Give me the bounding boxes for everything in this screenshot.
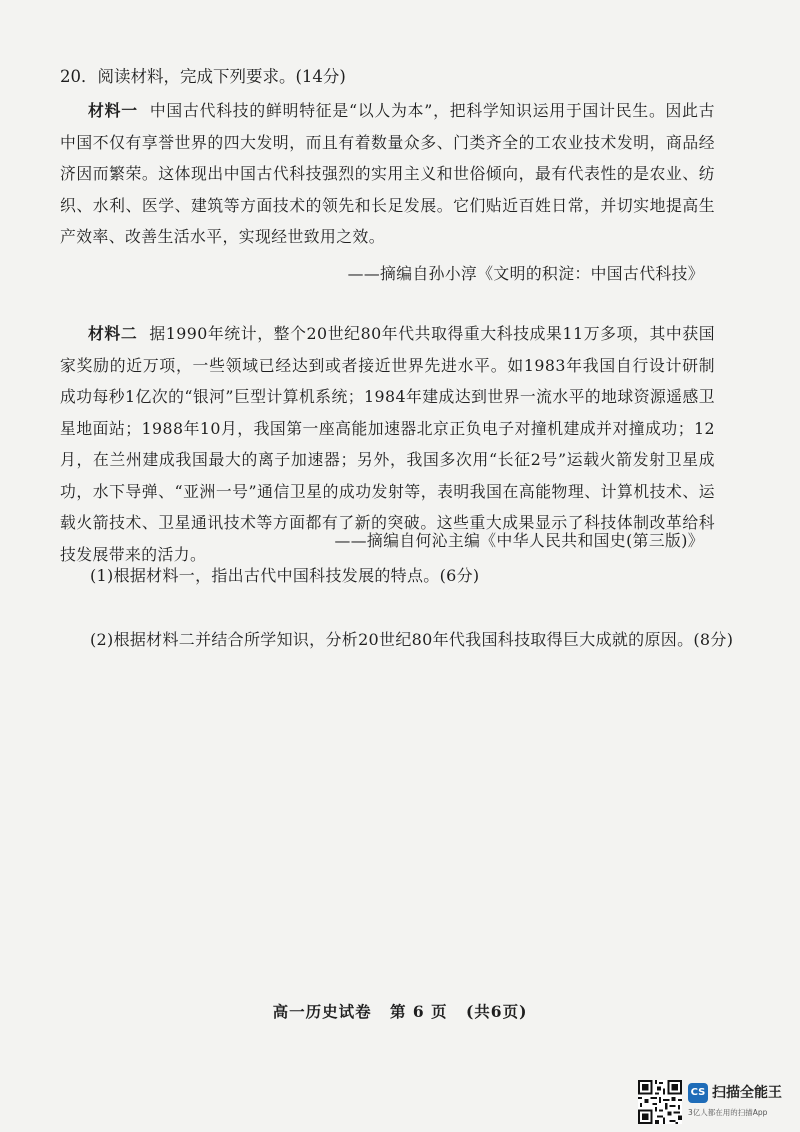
watermark-title: 扫描全能王 xyxy=(712,1085,782,1101)
material-two-text: 据1990年统计，整个20世纪80年代共取得重大科技成果11万多项，其中获国家奖励的近万项，一些领域已经达到或者接近世界先进水平。如1983年我国自行设计研制成功每秒1亿次的“银河”巨型计算机系统；1984年建成达到世界一流水平的地球资源遥感卫星地面站；1988年10月，我国第一座高能加速器北京正负电子对撞机建成并对撞成功；12月，在兰州建成我国最大的离子加速器；另外，我国多次用“长征2号”运载火箭发射卫星成功，水下导弹、“亚洲一号”通信卫星的成功发射等，表明我国在高能物理、计算机技术、运载火箭技术、卫星通讯技术等方面都有了新的突破。这些重大成果显示了科技体制改革给科技发展带来的活力。 xyxy=(60,324,716,564)
material-one-paragraph xyxy=(60,95,715,253)
material-one-text: 中国古代科技的鲜明特征是“以人为本”，把科学知识运用于国计民生。因此古中国不仅有享誉世界的四大发明，而且有着数量众多、门类齐全的工农业技术发明，商品经济因而繁荣。这体现出中国古代科技强烈的实用主义和世俗倾向，最有代表性的是农业、纺织、水利、医学、建筑等方面技术的领先和长足发展。它们贴近百姓日常，并切实地提高生产效率、改善生活水平，实现经世致用之效。 xyxy=(60,101,716,246)
qr-code-icon xyxy=(638,1080,682,1124)
subquestion-one: (1)根据材料一，指出古代中国科技发展的特点。(6分) xyxy=(90,566,480,585)
material-two-source: ——摘编自何沁主编《中华人民共和国史(第三版)》 xyxy=(334,531,704,550)
camscanner-logo: CS xyxy=(688,1083,708,1103)
material-two-label: 材料二 xyxy=(88,324,138,343)
subquestion-two: (2)根据材料二并结合所学知识，分析20世纪80年代我国科技取得巨大成就的原因。(8分) xyxy=(90,630,734,649)
footer-exam-title: 高一历史试卷 xyxy=(272,1002,372,1021)
footer-total-pages: (共6页) xyxy=(465,1002,528,1021)
question-header: 20．阅读材料，完成下列要求。(14分) xyxy=(60,67,346,86)
material-one-source: ——摘编自孙小淳《文明的积淀：中国古代科技》 xyxy=(347,264,704,283)
watermark-subtitle: 3亿人都在用的扫描App xyxy=(688,1108,768,1117)
scanner-watermark xyxy=(638,1078,798,1126)
footer-page-number: 第 6 页 xyxy=(389,1002,448,1021)
page-footer xyxy=(0,1000,800,1024)
material-one-label: 材料一 xyxy=(88,101,138,120)
